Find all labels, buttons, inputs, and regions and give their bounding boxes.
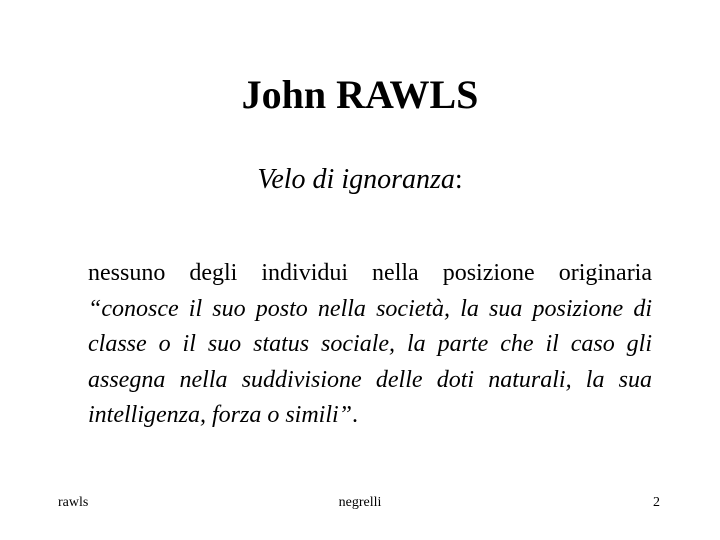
body-period: . — [352, 402, 359, 428]
footer-left-label: rawls — [58, 495, 89, 510]
slide-title: John RAWLS — [241, 72, 479, 117]
footer-page-number: 2 — [653, 495, 660, 510]
subtitle-colon: : — [454, 164, 463, 195]
slide-subtitle — [0, 162, 720, 198]
body-plain-text: nessuno degli individui nella posizione originaria — [88, 260, 652, 286]
body-paragraph — [88, 256, 652, 434]
subtitle-term: Velo di ignoranza — [257, 164, 455, 195]
body-quote: “conosce il suo posto nella società, la sua posizione di classe o il suo status sociale, la parte che il caso gli assegna nella suddivisione delle doti naturali, la sua intelligenza, forza o simili” — [88, 295, 652, 428]
footer-center-label: negrelli — [338, 495, 382, 510]
